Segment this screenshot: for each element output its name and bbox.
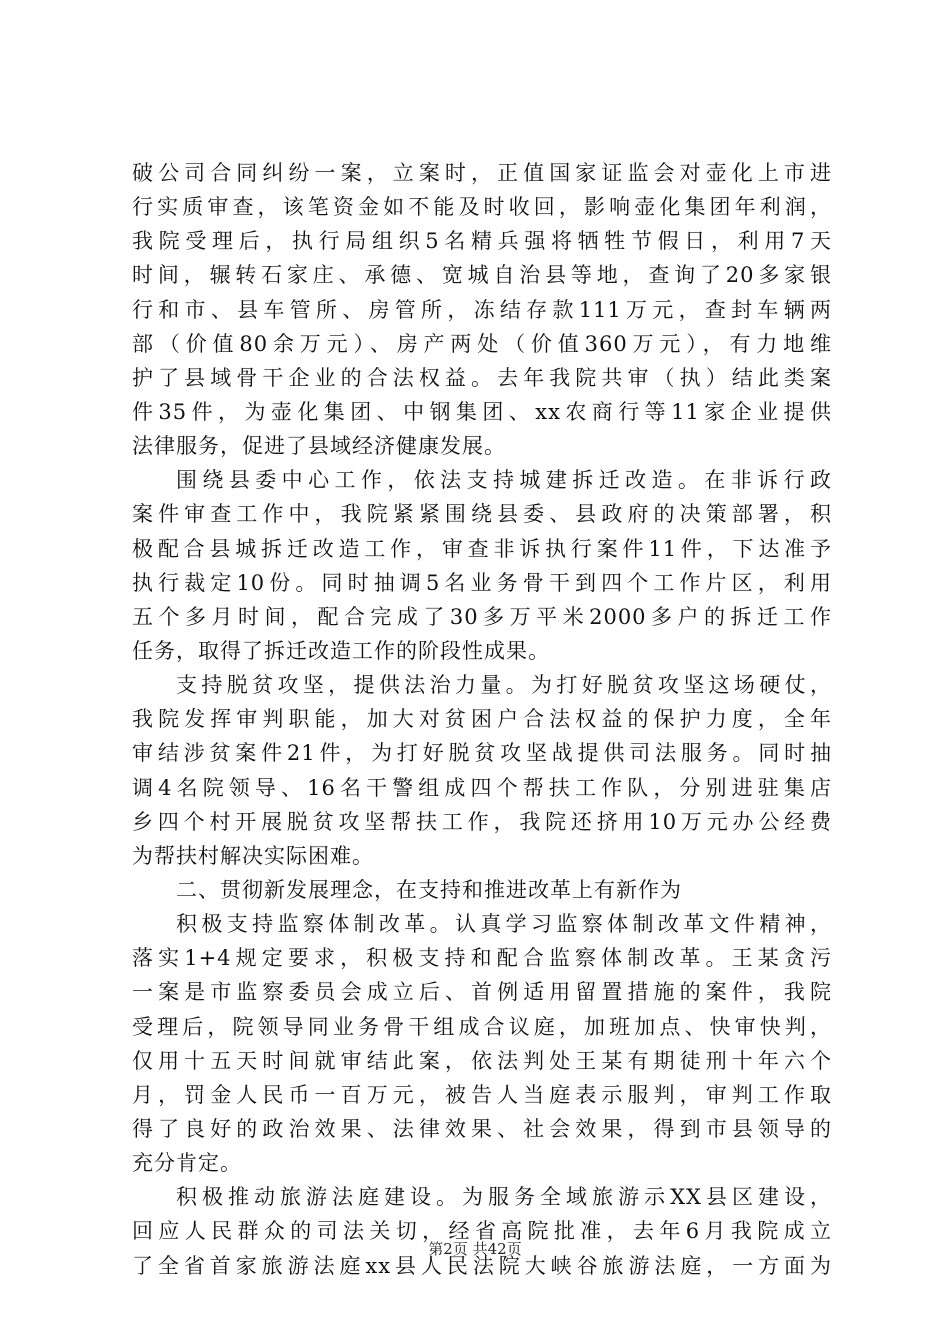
text-line: 我院受理后，执行局组织5名精兵强将牺牲节假日，利用7天	[132, 229, 832, 254]
text-line: 任务，取得了拆迁改造工作的阶段性成果。	[132, 638, 550, 663]
text-line: 为帮扶村解决实际困难。	[132, 843, 374, 868]
text-line: 充分肯定。	[132, 1151, 242, 1176]
text-line: 执行裁定10份。同时抽调5名业务骨干到四个工作片区，利用	[132, 570, 832, 595]
text-line: 行和市、县车管所、房管所，冻结存款111万元，查封车辆两	[132, 297, 832, 322]
text-line: 法律服务，促进了县域经济健康发展。	[132, 434, 506, 459]
text-line: 受理后，院领导同业务骨干组成合议庭，加班加点、快审快判，	[132, 1014, 832, 1039]
text-line: 五个多月时间，配合完成了30多万平米2000多户的拆迁工作	[132, 604, 832, 629]
text-line: 乡四个村开展脱贫攻坚帮扶工作，我院还挤用10万元办公经费	[132, 809, 832, 834]
text-line: 回应人民群众的司法关切，经省高院批准，去年6月我院成立	[132, 1219, 832, 1244]
text-line: 支持脱贫攻坚，提供法治力量。为打好脱贫攻坚这场硬仗，	[176, 673, 832, 698]
text-line: 调4名院领导、16名干警组成四个帮扶工作队，分别进驻集店	[132, 775, 832, 800]
text-line: 月，罚金人民币一百万元，被告人当庭表示服判，审判工作取	[132, 1082, 832, 1107]
text-line: 了全省首家旅游法庭xx县人民法院大峡谷旅游法庭，一方面为	[132, 1253, 832, 1278]
text-line: 部（价值80余万元）、房产两处（价值360万元），有力地维	[132, 331, 832, 356]
text-line: 案件审查工作中，我院紧紧围绕县委、县政府的决策部署，积	[132, 502, 832, 527]
text-line: 件35件，为壶化集团、中钢集团、xx农商行等11家企业提供	[132, 399, 832, 424]
text-line: 破公司合同纠纷一案，立案时，正值国家证监会对壶化上市进	[132, 161, 832, 185]
page-number-footer: 第2页 共42页	[428, 1240, 522, 1258]
text-line: 二、贯彻新发展理念，在支持和推进改革上有新作为	[176, 877, 682, 902]
text-line: 审结涉贫案件21件，为打好脱贫攻坚战提供司法服务。同时抽	[132, 741, 832, 766]
text-line: 时间，辗转石家庄、承德、宽城自治县等地，查询了20多家银	[132, 263, 832, 288]
text-line: 我院发挥审判职能，加大对贫困户合法权益的保护力度，全年	[132, 707, 832, 732]
text-line: 极配合县城拆迁改造工作，审查非诉执行案件11件，下达准予	[132, 536, 832, 561]
text-line: 落实1+4规定要求，积极支持和配合监察体制改革。王某贪污	[132, 946, 832, 971]
text-line: 行实质审查，该笔资金如不能及时收回，影响壶化集团年利润，	[132, 195, 832, 220]
text-line: 得了良好的政治效果、法律效果、社会效果，得到市县领导的	[132, 1116, 832, 1141]
text-line: 积极支持监察体制改革。认真学习监察体制改革文件精神，	[176, 912, 832, 937]
text-line: 围绕县委中心工作，依法支持城建拆迁改造。在非诉行政	[176, 468, 832, 493]
text-line: 仅用十五天时间就审结此案，依法判处王某有期徒刑十年六个	[132, 1048, 832, 1073]
text-line: 一案是市监察委员会成立后、首例适用留置措施的案件，我院	[132, 980, 832, 1005]
text-line: 积极推动旅游法庭建设。为服务全域旅游示XX县区建设，	[176, 1185, 832, 1210]
document-body	[132, 156, 832, 1283]
text-line: 护了县域骨干企业的合法权益。去年我院共审（执）结此类案	[132, 365, 832, 390]
